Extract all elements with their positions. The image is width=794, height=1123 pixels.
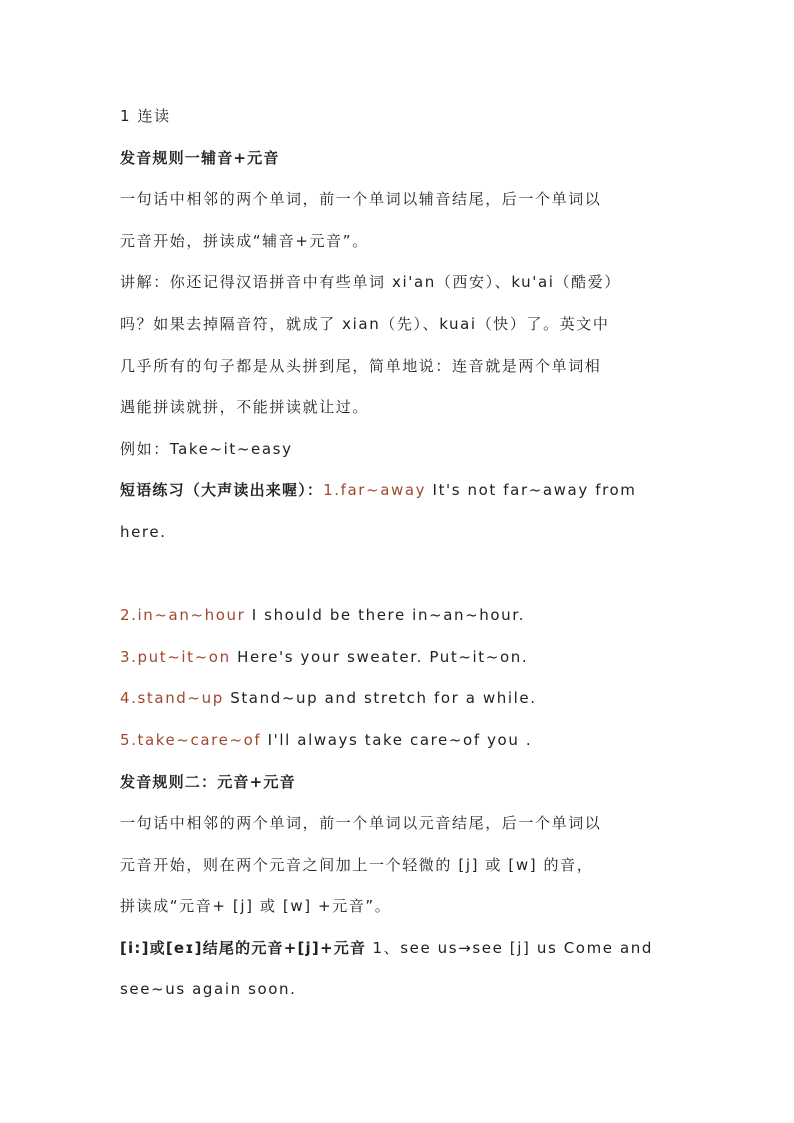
sub-rule-cont: see~us again soon. — [120, 980, 297, 999]
rule2-title: 发音规则二：元音+元音 — [120, 772, 296, 791]
practice-phrase: 1.far~away — [323, 481, 427, 500]
practice-sentence: I should be there in~an~hour. — [245, 606, 526, 625]
practice-label: 短语练习（大声读出来喔）： — [120, 481, 324, 500]
practice-sentence: I'll always take care~of you . — [261, 730, 533, 749]
document-page — [120, 96, 720, 1011]
practice-phrase: 4.stand~up — [120, 689, 224, 708]
explain-line3: 几乎所有的句子都是从头拼到尾，简单地说：连音就是两个单词相 — [120, 356, 602, 375]
sub-rule-example: 1、see us→see [j] us Come and — [366, 938, 653, 957]
practice-line-1-cont: here. — [120, 522, 167, 541]
explain-line1: 讲解：你还记得汉语拼音中有些单词 xi'an（西安）、ku'ai（酷爱） — [120, 273, 621, 292]
rule2-desc-line3: 拼读成“元音+ [j] 或 [w] +元音”。 — [120, 897, 392, 916]
rule1-desc-line2: 元音开始，拼读成“辅音+元音”。 — [120, 231, 369, 250]
practice-sentence: Stand~up and stretch for a while. — [223, 689, 537, 708]
explain-line2: 吗？如果去掉隔音符，就成了 xian（先）、kuai（快）了。英文中 — [120, 314, 610, 333]
section-heading: 1 连读 — [120, 107, 171, 125]
rule2-desc-line2: 元音开始，则在两个元音之间加上一个轻微的 [j] 或 [w] 的音， — [120, 855, 594, 874]
sub-rule-title: [i:]或[eɪ]结尾的元音+[j]+元音 — [120, 938, 367, 957]
practice-line-2 — [120, 595, 720, 637]
practice-line-4 — [120, 678, 720, 720]
rule2-desc-line1: 一句话中相邻的两个单词，前一个单词以元音结尾，后一个单词以 — [120, 814, 602, 833]
practice-phrase: 3.put~it~on — [120, 647, 231, 666]
practice-line-5 — [120, 720, 720, 762]
practice-line-3 — [120, 637, 720, 679]
practice-phrase: 2.in~an~hour — [120, 606, 246, 625]
explain-line4: 遇能拼读就拼，不能拼读就让过。 — [120, 398, 370, 417]
practice-phrase: 5.take~care~of — [120, 730, 262, 749]
practice-line-1 — [120, 470, 720, 512]
practice-sentence: It's not far~away from — [426, 481, 637, 500]
spacer — [120, 554, 720, 596]
practice-sentence: Here's your sweater. Put~it~on. — [230, 647, 529, 666]
sub-rule-line — [120, 928, 720, 970]
example-line: 例如：Take~it~easy — [120, 439, 293, 458]
rule1-title: 发音规则一辅音+元音 — [120, 148, 280, 167]
rule1-desc-line1: 一句话中相邻的两个单词，前一个单词以辅音结尾，后一个单词以 — [120, 190, 602, 209]
